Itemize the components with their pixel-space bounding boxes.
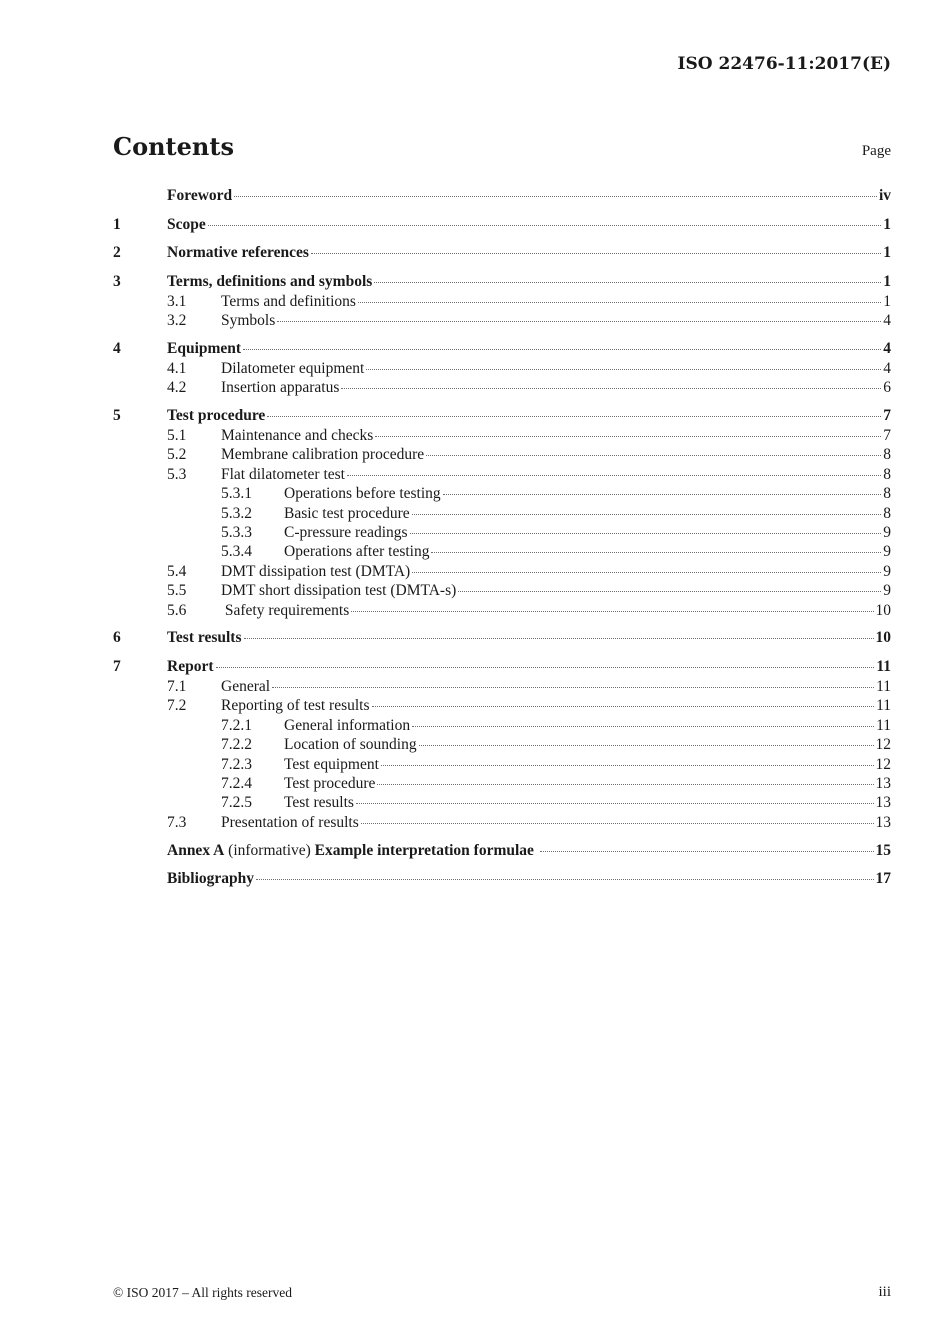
toc-entry[interactable] bbox=[113, 774, 891, 793]
toc-entry-title: Terms, definitions and symbols bbox=[167, 272, 373, 290]
toc-entry[interactable] bbox=[113, 523, 891, 542]
toc-entry-number: 5.3.3 bbox=[221, 524, 252, 542]
page-column-label: Page bbox=[861, 143, 891, 159]
toc-entry-number: 5.3.1 bbox=[221, 485, 252, 503]
dot-leader bbox=[426, 455, 881, 456]
dot-leader bbox=[208, 225, 882, 226]
toc-entry-title: Test equipment bbox=[284, 755, 379, 773]
contents-title: Contents bbox=[113, 132, 234, 161]
toc-entry-page: 13 bbox=[875, 774, 891, 792]
dot-leader bbox=[540, 851, 874, 852]
dot-leader bbox=[431, 552, 881, 553]
dot-leader bbox=[243, 349, 881, 350]
copyright-footer: © ISO 2017 – All rights reserved bbox=[113, 1285, 292, 1300]
toc-entry-number: 4 bbox=[113, 339, 121, 357]
toc-entry[interactable] bbox=[113, 426, 891, 445]
toc-entry-title: Report bbox=[167, 657, 214, 675]
toc-entry-title: General information bbox=[284, 716, 411, 734]
dot-leader bbox=[341, 388, 881, 389]
toc-entry-page: 12 bbox=[875, 736, 891, 754]
dot-leader bbox=[366, 369, 881, 370]
dot-leader bbox=[358, 302, 881, 303]
toc-entry-page: 9 bbox=[883, 524, 891, 542]
toc-entry[interactable] bbox=[113, 215, 891, 235]
toc-entry[interactable] bbox=[113, 465, 891, 484]
toc-entry-number: 4.1 bbox=[167, 359, 187, 377]
dot-leader bbox=[410, 533, 882, 534]
toc-entry-page: 9 bbox=[883, 543, 891, 561]
document-id: ISO 22476-11:2017(E) bbox=[677, 54, 891, 74]
toc-entry-title: Test procedure bbox=[284, 774, 376, 792]
toc-entry-page: 1 bbox=[883, 272, 891, 290]
toc-entry[interactable] bbox=[113, 186, 891, 206]
toc-entry-title: Bibliography bbox=[167, 870, 254, 888]
toc-entry-number: 5.3.4 bbox=[221, 543, 252, 561]
toc-entry-title: Scope bbox=[167, 215, 206, 233]
toc-entry[interactable] bbox=[113, 677, 891, 696]
toc-entry-title: Test procedure bbox=[167, 407, 266, 425]
dot-leader bbox=[267, 416, 881, 417]
dot-leader bbox=[377, 784, 873, 785]
dot-leader bbox=[412, 572, 881, 573]
toc-entry[interactable] bbox=[113, 813, 891, 832]
dot-leader bbox=[419, 745, 874, 746]
toc-entry-page: 8 bbox=[883, 446, 891, 464]
toc-entry-page: 15 bbox=[875, 841, 891, 859]
dot-leader bbox=[372, 706, 875, 707]
toc-entry-page: 11 bbox=[876, 716, 891, 734]
toc-entry-title: Safety requirements bbox=[221, 601, 350, 619]
toc-entry-number: 3 bbox=[113, 272, 121, 290]
toc-entry-title: Membrane calibration procedure bbox=[221, 446, 425, 464]
toc-entry-page: 1 bbox=[883, 244, 891, 261]
toc-entry-page: 13 bbox=[875, 794, 891, 812]
toc-entry-page: 4 bbox=[883, 339, 891, 357]
toc-entry-number: 3.2 bbox=[167, 311, 187, 329]
toc-entry[interactable] bbox=[113, 755, 891, 774]
table-of-contents bbox=[113, 186, 891, 889]
toc-entry[interactable] bbox=[113, 311, 891, 330]
toc-entry-page: 8 bbox=[883, 465, 891, 483]
toc-entry-number: 7 bbox=[113, 657, 121, 675]
toc-entry-page: 13 bbox=[875, 813, 891, 831]
toc-entry-title: Symbols bbox=[221, 311, 276, 329]
toc-entry-title: C-pressure readings bbox=[284, 524, 408, 542]
toc-entry-page: 7 bbox=[883, 427, 891, 445]
toc-entry-number: 1 bbox=[113, 215, 121, 233]
toc-entry-page: 11 bbox=[876, 697, 891, 715]
toc-entry-title: Operations before testing bbox=[284, 485, 441, 503]
toc-entry-number: 5.1 bbox=[167, 427, 187, 445]
toc-entry-title: Dilatometer equipment bbox=[221, 359, 365, 377]
dot-leader bbox=[311, 253, 881, 254]
toc-entry-title: Normative references bbox=[167, 244, 309, 261]
toc-entry-number: 4.2 bbox=[167, 379, 187, 397]
toc-entry-title: Flat dilatometer test bbox=[221, 465, 345, 483]
toc-entry-page: 1 bbox=[883, 292, 891, 310]
toc-entry-title: DMT dissipation test (DMTA) bbox=[221, 562, 411, 580]
dot-leader bbox=[347, 475, 881, 476]
toc-entry-page: 10 bbox=[875, 629, 891, 647]
toc-entry-title: Test results bbox=[284, 794, 354, 812]
toc-entry-number: 5.6 bbox=[167, 601, 187, 619]
toc-entry-page: 6 bbox=[883, 379, 891, 397]
toc-entry-number: 6 bbox=[113, 629, 121, 647]
toc-entry-number: 2 bbox=[113, 244, 121, 261]
toc-entry[interactable] bbox=[113, 735, 891, 754]
toc-entry[interactable] bbox=[113, 504, 891, 523]
toc-entry-page: 4 bbox=[883, 311, 891, 329]
toc-entry-number: 7.2 bbox=[167, 697, 187, 715]
toc-entry-title: Foreword bbox=[167, 187, 233, 204]
toc-entry[interactable] bbox=[113, 406, 891, 426]
toc-entry[interactable] bbox=[113, 562, 891, 581]
toc-entry[interactable] bbox=[113, 716, 891, 735]
dot-leader bbox=[412, 726, 874, 727]
toc-entry[interactable] bbox=[113, 581, 891, 600]
toc-entry-title: Presentation of results bbox=[221, 813, 359, 831]
toc-entry-number: 5.2 bbox=[167, 446, 187, 464]
toc-entry-number: 5.3.2 bbox=[221, 504, 252, 522]
toc-entry[interactable] bbox=[113, 292, 891, 311]
toc-entry-title: Reporting of test results bbox=[221, 697, 370, 715]
toc-entry-title: Basic test procedure bbox=[284, 504, 410, 522]
toc-entry-title: Equipment bbox=[167, 339, 242, 357]
annex-title: Example interpretation formulae bbox=[314, 841, 538, 859]
dot-leader bbox=[256, 879, 874, 880]
toc-entry-number: 7.2.3 bbox=[221, 755, 252, 773]
toc-entry-page: 4 bbox=[883, 359, 891, 377]
toc-entry-number: 3.1 bbox=[167, 292, 187, 310]
toc-entry-number: 7.2.2 bbox=[221, 736, 252, 754]
toc-entry-page: 17 bbox=[875, 870, 891, 888]
toc-entry[interactable] bbox=[113, 841, 891, 861]
toc-entry[interactable] bbox=[113, 542, 891, 561]
toc-entry-page: 8 bbox=[883, 504, 891, 522]
dot-leader bbox=[458, 591, 881, 592]
toc-entry-number: 5.4 bbox=[167, 562, 187, 580]
toc-entry-page: iv bbox=[878, 187, 891, 204]
toc-entry-number: 7.2.1 bbox=[221, 716, 252, 734]
toc-entry-page: 8 bbox=[883, 485, 891, 503]
toc-entry-number: 7.2.4 bbox=[221, 774, 252, 792]
dot-leader bbox=[443, 494, 882, 495]
dot-leader bbox=[374, 282, 881, 283]
dot-leader bbox=[277, 321, 881, 322]
toc-entry-page: 10 bbox=[875, 601, 891, 619]
dot-leader bbox=[381, 765, 874, 766]
annex-label: Annex A bbox=[167, 841, 225, 859]
toc-entry[interactable] bbox=[113, 793, 891, 812]
annex-type: (informative) bbox=[224, 841, 315, 859]
toc-entry-number: 7.2.5 bbox=[221, 794, 252, 812]
toc-entry-title: Insertion apparatus bbox=[221, 379, 340, 397]
toc-entry-page: 1 bbox=[883, 215, 891, 233]
toc-entry-number: 5 bbox=[113, 407, 121, 425]
toc-entry-title: Test results bbox=[167, 629, 242, 647]
dot-leader bbox=[272, 687, 874, 688]
toc-entry-title: Terms and definitions bbox=[221, 292, 356, 310]
toc-entry[interactable] bbox=[113, 445, 891, 464]
toc-entry[interactable] bbox=[113, 339, 891, 359]
dot-leader bbox=[234, 196, 877, 197]
dot-leader bbox=[351, 611, 873, 612]
toc-entry[interactable] bbox=[113, 272, 891, 292]
toc-entry-page: 7 bbox=[883, 407, 891, 425]
toc-entry[interactable] bbox=[113, 869, 891, 889]
toc-entry[interactable] bbox=[113, 359, 891, 378]
toc-entry-title bbox=[167, 841, 538, 860]
toc-entry[interactable] bbox=[113, 601, 891, 620]
dot-leader bbox=[361, 823, 874, 824]
toc-entry-number: 5.5 bbox=[167, 582, 187, 600]
toc-entry-page: 11 bbox=[876, 657, 891, 675]
toc-entry-title: Maintenance and checks bbox=[221, 427, 374, 445]
dot-leader bbox=[216, 667, 875, 668]
toc-entry-page: 11 bbox=[876, 677, 891, 695]
page-number: iii bbox=[878, 1284, 891, 1300]
toc-entry-title: DMT short dissipation test (DMTA-s) bbox=[221, 582, 457, 600]
toc-entry-title: Location of sounding bbox=[284, 736, 417, 754]
toc-entry-title: Operations after testing bbox=[284, 543, 430, 561]
toc-entry[interactable] bbox=[113, 378, 891, 397]
toc-entry-number: 7.1 bbox=[167, 677, 187, 695]
dot-leader bbox=[375, 436, 881, 437]
toc-entry[interactable] bbox=[113, 243, 891, 263]
toc-entry-page: 9 bbox=[883, 562, 891, 580]
dot-leader bbox=[412, 514, 882, 515]
dot-leader bbox=[244, 638, 874, 639]
toc-entry-title: General bbox=[221, 677, 271, 695]
toc-entry-number: 7.3 bbox=[167, 813, 187, 831]
dot-leader bbox=[356, 803, 874, 804]
toc-entry[interactable] bbox=[113, 657, 891, 677]
toc-entry[interactable] bbox=[113, 484, 891, 503]
toc-entry-page: 12 bbox=[875, 755, 891, 773]
toc-entry[interactable] bbox=[113, 628, 891, 648]
toc-entry[interactable] bbox=[113, 696, 891, 715]
toc-entry-number: 5.3 bbox=[167, 465, 187, 483]
toc-entry-page: 9 bbox=[883, 582, 891, 600]
